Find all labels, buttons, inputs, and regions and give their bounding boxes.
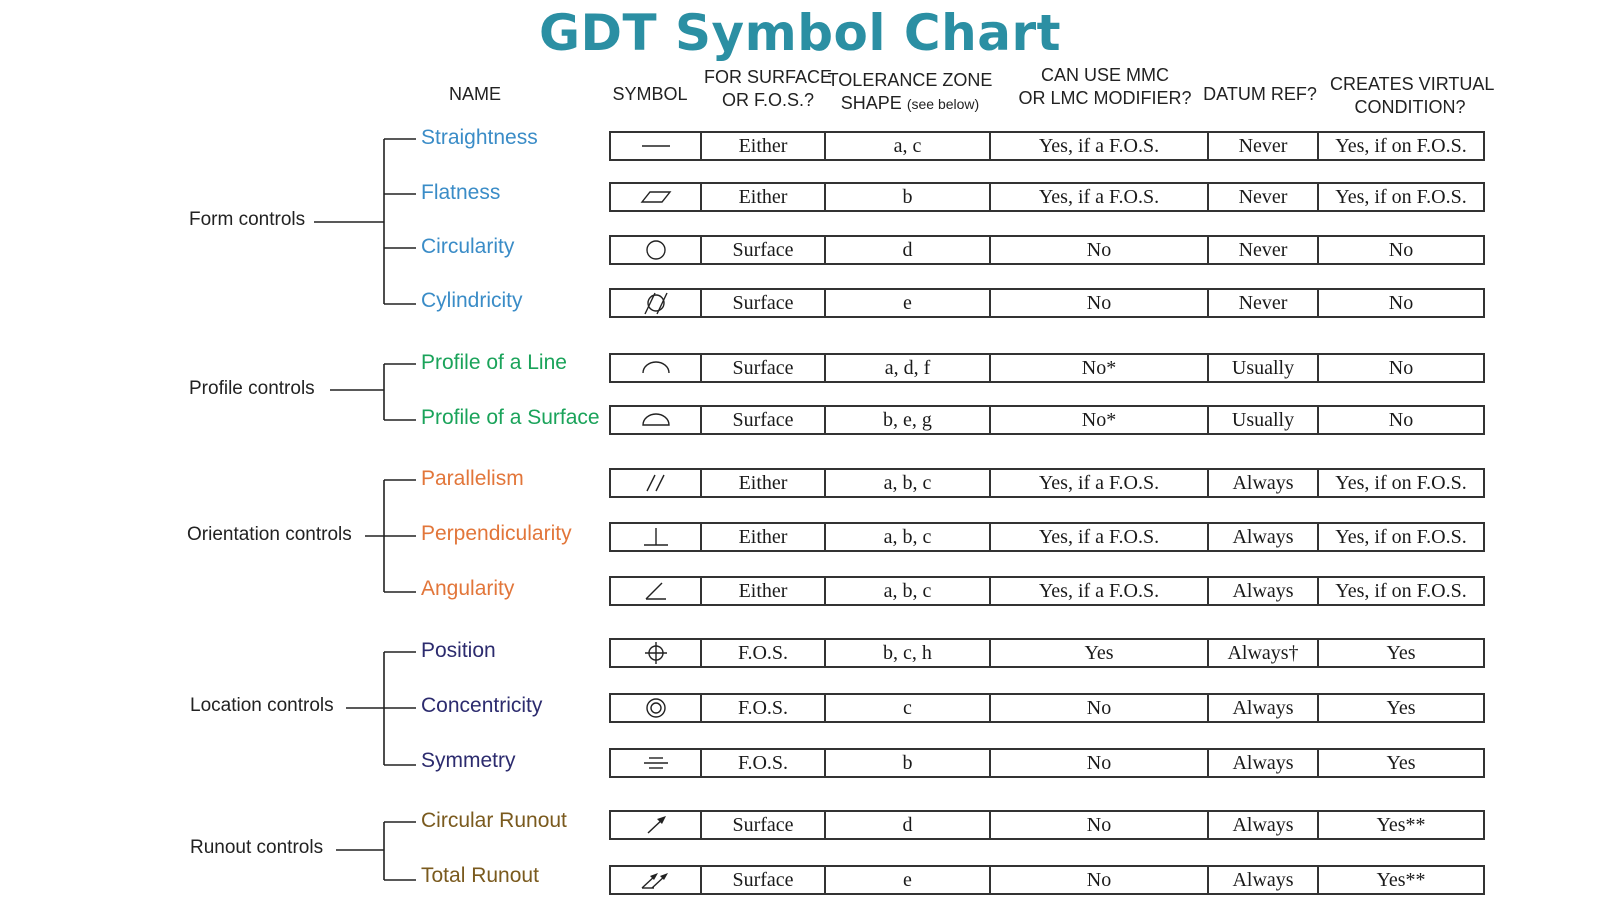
header-virtual-line1: CREATES VIRTUAL: [1330, 74, 1495, 94]
control-name-flatness: Flatness: [421, 180, 501, 204]
symbol-cell: [611, 290, 702, 316]
header-symbol: SYMBOL: [612, 84, 688, 104]
datum-cell: Always: [1209, 750, 1319, 776]
for-surface-cell: Surface: [702, 407, 826, 433]
datum-cell: Never: [1209, 184, 1319, 210]
control-name-symmetry: Symmetry: [421, 748, 516, 772]
perpendicularity-icon: [636, 525, 676, 549]
mmc-cell: Yes, if a F.O.S.: [991, 470, 1209, 496]
control-name-cylindricity: Cylindricity: [421, 288, 523, 312]
mmc-cell: Yes, if a F.O.S.: [991, 184, 1209, 210]
table-row-concentricity: [609, 693, 1485, 723]
tol-zone-cell: a, b, c: [826, 578, 991, 604]
datum-cell: Always: [1209, 812, 1319, 838]
control-name-parallelism: Parallelism: [421, 466, 524, 490]
position-icon: [636, 640, 676, 666]
symmetry-icon: [636, 751, 676, 775]
header-mmc-line1: CAN USE MMC: [1040, 65, 1169, 85]
symbol-cell: [611, 867, 702, 893]
header-mmc-line2: OR LMC MODIFIER?: [1018, 88, 1192, 108]
datum-cell: Always†: [1209, 640, 1319, 666]
table-row-profile-line: [609, 353, 1485, 383]
symbol-cell: [611, 750, 702, 776]
mmc-cell: No: [991, 237, 1209, 263]
datum-cell: Usually: [1209, 407, 1319, 433]
tol-zone-cell: e: [826, 290, 991, 316]
table-row-total-runout: [609, 865, 1485, 895]
group-label-form: Form controls: [189, 209, 306, 230]
control-name-profile-surface: Profile of a Surface: [421, 405, 600, 429]
symbol-cell: [611, 407, 702, 433]
for-surface-cell: Either: [702, 184, 826, 210]
page-title: GDT Symbol Chart: [538, 4, 1062, 62]
table-row-straightness: [609, 131, 1485, 161]
symbol-cell: [611, 578, 702, 604]
header-tolerance-zone-line1: TOLERANCE ZONE: [827, 70, 993, 90]
datum-cell: Always: [1209, 524, 1319, 550]
tol-zone-cell: b: [826, 750, 991, 776]
symbol-cell: [611, 237, 702, 263]
virtual-cell: No: [1388, 291, 1414, 314]
table-row-circular-runout: [609, 810, 1485, 840]
group-label-runout: Runout controls: [190, 837, 324, 858]
for-surface-cell: F.O.S.: [702, 750, 826, 776]
symbol-cell: [611, 524, 702, 550]
header-tolerance-zone-line2: SHAPE: [840, 93, 902, 113]
datum-cell: Always: [1209, 578, 1319, 604]
for-surface-cell: F.O.S.: [702, 695, 826, 721]
tol-zone-cell: b: [826, 184, 991, 210]
control-name-total-runout: Total Runout: [421, 863, 539, 887]
header-name: NAME: [448, 84, 501, 104]
profile-line-icon: [636, 356, 676, 380]
symbol-cell: [611, 812, 702, 838]
group-label-orientation: Orientation controls: [187, 524, 352, 545]
symbol-cell: [611, 184, 702, 210]
virtual-cell: Yes, if on F.O.S.: [1335, 134, 1467, 157]
control-name-perpendicularity: Perpendicularity: [421, 521, 572, 545]
virtual-cell: Yes**: [1376, 813, 1426, 836]
tol-zone-cell: a, b, c: [826, 470, 991, 496]
virtual-cell: Yes: [1386, 696, 1416, 719]
symbol-cell: [611, 695, 702, 721]
mmc-cell: No: [991, 867, 1209, 893]
for-surface-cell: Surface: [702, 867, 826, 893]
virtual-cell: Yes, if on F.O.S.: [1335, 579, 1467, 602]
angularity-icon: [636, 579, 676, 603]
control-name-circularity: Circularity: [421, 234, 515, 258]
group-label-location: Location controls: [190, 695, 334, 716]
mmc-cell: No: [991, 695, 1209, 721]
symbol-cell: [611, 470, 702, 496]
mmc-cell: No*: [991, 355, 1209, 381]
mmc-cell: Yes, if a F.O.S.: [991, 133, 1209, 159]
symbol-cell: [611, 133, 702, 159]
control-name-straightness: Straightness: [421, 125, 538, 149]
mmc-cell: Yes, if a F.O.S.: [991, 578, 1209, 604]
virtual-cell: Yes: [1386, 641, 1416, 664]
table-row-parallelism: [609, 468, 1485, 498]
for-surface-cell: F.O.S.: [702, 640, 826, 666]
mmc-cell: No: [991, 290, 1209, 316]
datum-cell: Always: [1209, 695, 1319, 721]
virtual-cell: Yes**: [1376, 868, 1426, 891]
virtual-cell: No: [1388, 408, 1414, 431]
control-name-angularity: Angularity: [421, 576, 515, 600]
virtual-cell: Yes: [1386, 751, 1416, 774]
profile-surface-icon: [636, 408, 676, 432]
datum-cell: Always: [1209, 470, 1319, 496]
control-name-circular-runout: Circular Runout: [421, 808, 567, 832]
mmc-cell: No: [991, 812, 1209, 838]
tol-zone-cell: a, c: [826, 133, 991, 159]
for-surface-cell: Surface: [702, 355, 826, 381]
tol-zone-cell: a, b, c: [826, 524, 991, 550]
table-row-circularity: [609, 235, 1485, 265]
for-surface-cell: Either: [702, 578, 826, 604]
table-row-perpendicularity: [609, 522, 1485, 552]
flatness-icon: [636, 185, 676, 209]
control-name-profile-line: Profile of a Line: [421, 350, 567, 374]
tol-zone-cell: c: [826, 695, 991, 721]
table-row-flatness: [609, 182, 1485, 212]
table-row-profile-surface: [609, 405, 1485, 435]
tol-zone-cell: d: [826, 237, 991, 263]
mmc-cell: Yes, if a F.O.S.: [991, 524, 1209, 550]
for-surface-cell: Surface: [702, 812, 826, 838]
control-groups: [0, 0, 600, 900]
for-surface-cell: Either: [702, 470, 826, 496]
tol-zone-cell: a, d, f: [826, 355, 991, 381]
group-label-profile: Profile controls: [189, 378, 315, 399]
virtual-cell: Yes, if on F.O.S.: [1335, 471, 1467, 494]
header-virtual-line2: CONDITION?: [1354, 97, 1466, 117]
datum-cell: Always: [1209, 867, 1319, 893]
concentricity-icon: [636, 695, 676, 721]
table-row-angularity: [609, 576, 1485, 606]
virtual-cell: Yes, if on F.O.S.: [1335, 185, 1467, 208]
symbol-cell: [611, 355, 702, 381]
header-for-surface-line1: FOR SURFACE: [703, 67, 832, 87]
tol-zone-cell: d: [826, 812, 991, 838]
for-surface-cell: Either: [702, 133, 826, 159]
header-tolerance-zone-note: (see below): [906, 96, 980, 112]
control-name-position: Position: [421, 638, 496, 662]
mmc-cell: Yes: [991, 640, 1209, 666]
header-for-surface-line2: OR F.O.S.?: [721, 90, 815, 110]
virtual-cell: No: [1388, 238, 1414, 261]
control-name-concentricity: Concentricity: [421, 693, 543, 717]
total-runout-icon: [634, 868, 678, 892]
virtual-cell: No: [1388, 356, 1414, 379]
for-surface-cell: Either: [702, 524, 826, 550]
mmc-cell: No: [991, 750, 1209, 776]
tol-zone-cell: b, e, g: [826, 407, 991, 433]
table-row-cylindricity: [609, 288, 1485, 318]
parallelism-icon: [636, 471, 676, 495]
tol-zone-cell: b, c, h: [826, 640, 991, 666]
cylindricity-icon: [636, 290, 676, 316]
table-row-position: [609, 638, 1485, 668]
header-datum: DATUM REF?: [1203, 84, 1317, 104]
datum-cell: Never: [1209, 237, 1319, 263]
datum-cell: Never: [1209, 133, 1319, 159]
straightness-icon: [636, 134, 676, 158]
for-surface-cell: Surface: [702, 237, 826, 263]
for-surface-cell: Surface: [702, 290, 826, 316]
symbol-cell: [611, 640, 702, 666]
datum-cell: Usually: [1209, 355, 1319, 381]
virtual-cell: Yes, if on F.O.S.: [1335, 525, 1467, 548]
datum-cell: Never: [1209, 290, 1319, 316]
table-row-symmetry: [609, 748, 1485, 778]
circularity-icon: [636, 238, 676, 262]
mmc-cell: No*: [991, 407, 1209, 433]
tol-zone-cell: e: [826, 867, 991, 893]
circular-runout-icon: [636, 813, 676, 837]
gdt-table: [609, 0, 1485, 900]
